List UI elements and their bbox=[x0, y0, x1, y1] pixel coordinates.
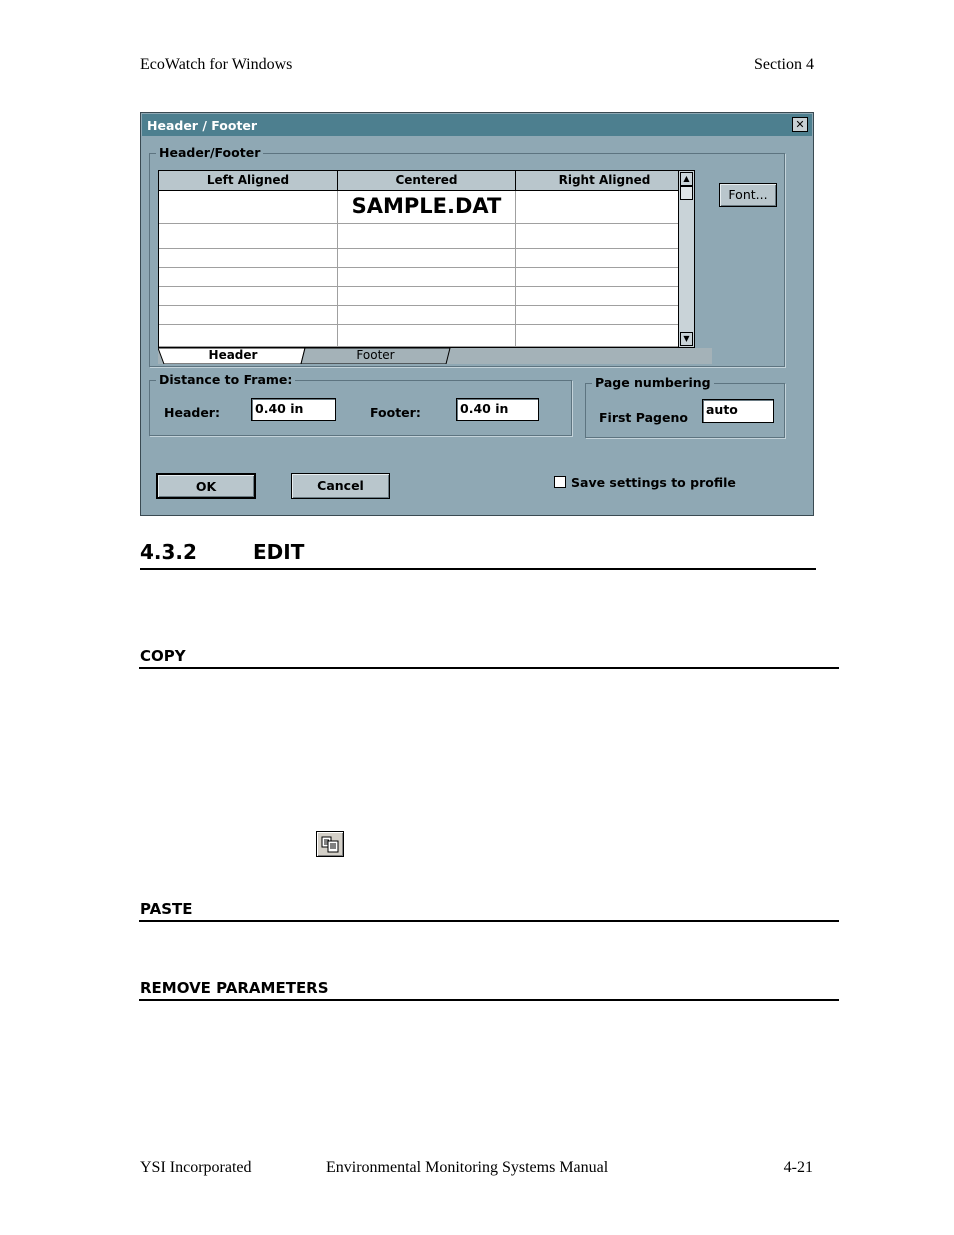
page-header-title: EcoWatch for Windows bbox=[140, 56, 293, 73]
grid-cell[interactable] bbox=[159, 249, 338, 268]
grid-cell[interactable] bbox=[338, 249, 516, 268]
close-button[interactable]: ✕ bbox=[792, 117, 808, 132]
header-footer-dialog bbox=[140, 112, 814, 516]
grid-cell[interactable] bbox=[159, 306, 338, 325]
first-pageno-label: First Pageno bbox=[599, 410, 688, 425]
grid-cell[interactable] bbox=[159, 191, 338, 224]
grid-cell[interactable] bbox=[516, 249, 694, 268]
section-number: 4.3.2 bbox=[140, 540, 197, 564]
grid-cell[interactable] bbox=[338, 325, 516, 347]
column-header-centered[interactable]: Centered bbox=[338, 171, 516, 191]
grid-cell[interactable] bbox=[516, 224, 694, 249]
column-header-left[interactable]: Left Aligned bbox=[159, 171, 338, 191]
page-numbering-label: Page numbering bbox=[592, 375, 714, 390]
tab-header[interactable]: Header bbox=[208, 348, 258, 362]
grid-cell[interactable] bbox=[338, 268, 516, 287]
section-heading bbox=[140, 540, 816, 570]
copy-icon bbox=[316, 831, 344, 857]
font-button[interactable]: Font... bbox=[719, 183, 777, 207]
vertical-scrollbar[interactable] bbox=[678, 171, 694, 347]
grid-cell[interactable] bbox=[338, 306, 516, 325]
grid-cell[interactable] bbox=[516, 268, 694, 287]
grid-cell[interactable] bbox=[159, 287, 338, 306]
column-header-right[interactable]: Right Aligned bbox=[516, 171, 694, 191]
header-distance-label: Header: bbox=[164, 405, 220, 420]
page-header-section: Section 4 bbox=[754, 56, 814, 73]
scroll-down-icon[interactable]: ▼ bbox=[680, 332, 693, 346]
grid-cell[interactable] bbox=[516, 306, 694, 325]
ok-button[interactable]: OK bbox=[156, 473, 256, 499]
grid-cell[interactable] bbox=[159, 268, 338, 287]
grid-cell[interactable] bbox=[516, 325, 694, 347]
save-settings-checkbox[interactable] bbox=[554, 476, 566, 488]
save-settings-label: Save settings to profile bbox=[571, 475, 736, 490]
header-footer-group-label: Header/Footer bbox=[156, 145, 263, 160]
grid-cell[interactable] bbox=[516, 191, 694, 224]
section-title: EDIT bbox=[253, 540, 305, 564]
dialog-titlebar bbox=[142, 114, 812, 136]
footer-distance-input[interactable]: 0.40 in bbox=[456, 398, 539, 421]
paste-heading: PASTE bbox=[139, 902, 839, 922]
header-distance-input[interactable]: 0.40 in bbox=[251, 398, 336, 421]
copy-heading: COPY bbox=[139, 649, 839, 669]
header-footer-tabs bbox=[158, 348, 712, 364]
tab-footer[interactable]: Footer bbox=[356, 348, 395, 362]
footer-company: YSI Incorporated bbox=[140, 1159, 252, 1176]
grid-cell[interactable] bbox=[159, 325, 338, 347]
grid-cell[interactable] bbox=[338, 287, 516, 306]
dialog-title: Header / Footer bbox=[147, 118, 258, 133]
distance-group-label: Distance to Frame: bbox=[156, 372, 295, 387]
grid-cell[interactable] bbox=[516, 287, 694, 306]
scroll-up-icon[interactable]: ▲ bbox=[680, 172, 693, 186]
scroll-thumb[interactable] bbox=[680, 186, 693, 200]
cancel-button[interactable]: Cancel bbox=[291, 473, 390, 499]
copy-icon-graphic bbox=[317, 832, 343, 856]
grid-cell-sample[interactable]: SAMPLE.DAT bbox=[338, 191, 516, 224]
remove-parameters-heading: REMOVE PARAMETERS bbox=[139, 981, 839, 1001]
header-footer-grid[interactable] bbox=[158, 170, 695, 348]
first-pageno-input[interactable]: auto bbox=[702, 399, 774, 423]
grid-cell[interactable] bbox=[159, 224, 338, 249]
grid-cell[interactable] bbox=[338, 224, 516, 249]
footer-distance-label: Footer: bbox=[370, 405, 421, 420]
footer-manual-title: Environmental Monitoring Systems Manual bbox=[326, 1159, 609, 1176]
footer-page-number: 4-21 bbox=[783, 1159, 813, 1176]
